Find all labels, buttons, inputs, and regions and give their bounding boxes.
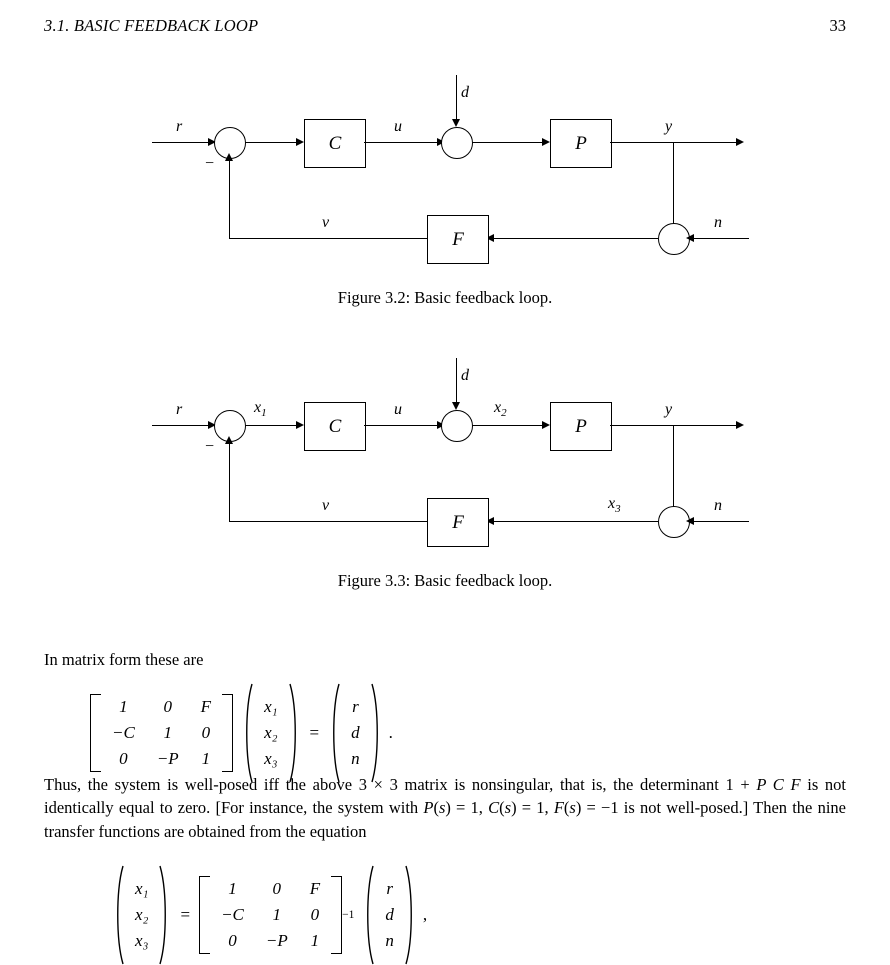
matrix-cell: 0 bbox=[228, 931, 237, 950]
block-diagram-3-3 bbox=[0, 343, 890, 558]
vector-cell: n bbox=[351, 749, 360, 768]
vector-row bbox=[253, 746, 288, 772]
label-r: r bbox=[176, 401, 183, 418]
paren-left bbox=[112, 865, 124, 965]
vector-rhs bbox=[362, 865, 417, 965]
matrix-cell: 1 bbox=[272, 905, 282, 924]
label-u: u bbox=[394, 118, 402, 135]
line-c-to-sum2 bbox=[364, 425, 441, 426]
bracket-left bbox=[199, 876, 210, 954]
matrix-cell: 0 bbox=[201, 723, 211, 742]
vector-cell: r bbox=[386, 879, 393, 898]
line-sum1-to-c bbox=[245, 425, 300, 426]
paren-left bbox=[241, 683, 253, 783]
arrowhead-d-input bbox=[452, 402, 460, 410]
paren-left bbox=[328, 683, 340, 783]
vector-row bbox=[124, 876, 159, 902]
matrix-cell: F bbox=[309, 879, 321, 898]
label-minus-1: − bbox=[205, 438, 215, 455]
matrix-cell: −P bbox=[265, 931, 288, 950]
line-feedback-up bbox=[229, 158, 230, 238]
line-d-input bbox=[456, 75, 457, 123]
line-p-output bbox=[610, 425, 742, 426]
bracket-left bbox=[90, 694, 101, 772]
vector-row bbox=[124, 928, 159, 954]
matrix-row bbox=[101, 694, 222, 720]
vector-row bbox=[124, 902, 159, 928]
vector-x bbox=[112, 865, 171, 965]
matrix-table bbox=[210, 876, 331, 954]
label-y: y bbox=[665, 401, 673, 418]
line-sum2-to-p bbox=[472, 142, 545, 143]
line-c-to-sum2 bbox=[364, 142, 441, 143]
label-u: u bbox=[394, 401, 402, 418]
vector-row bbox=[340, 746, 371, 772]
vector-table bbox=[253, 694, 288, 772]
page-number: 33 bbox=[829, 16, 846, 35]
figure-caption-3-2: Figure 3.2: Basic feedback loop. bbox=[337, 288, 553, 307]
matrix-row bbox=[210, 876, 331, 902]
equation-trailing-punctuation: . bbox=[388, 723, 393, 742]
block-c: C bbox=[304, 402, 366, 451]
matrix-cell: 1 bbox=[310, 931, 320, 950]
line-p-output bbox=[610, 142, 742, 143]
vector-cell: x₁ bbox=[264, 697, 278, 716]
block-p: P bbox=[550, 402, 612, 451]
label-n: n bbox=[714, 497, 722, 514]
matrix-cell: 0 bbox=[310, 905, 320, 924]
matrix-inverse-exponent: −1 bbox=[342, 909, 355, 921]
arrowhead-feedback-up bbox=[225, 436, 233, 444]
matrix-cell: 1 bbox=[201, 749, 211, 768]
bracket-right bbox=[222, 694, 233, 772]
line-feedback-up bbox=[229, 441, 230, 521]
vector-cell: d bbox=[385, 905, 394, 924]
arrowhead-to-c bbox=[296, 421, 304, 429]
line-y-down bbox=[673, 425, 674, 513]
line-d-input bbox=[456, 358, 457, 406]
label-v: v bbox=[322, 497, 330, 514]
line-sum2-to-p bbox=[472, 425, 545, 426]
equation-trailing-punctuation: , bbox=[422, 905, 428, 924]
paren-right bbox=[159, 865, 171, 965]
equals-sign: = bbox=[180, 905, 191, 924]
vector-cell: n bbox=[385, 931, 394, 950]
matrix-cell: −C bbox=[112, 723, 135, 742]
label-d: d bbox=[461, 367, 469, 384]
arrowhead-y-output bbox=[736, 138, 744, 146]
matrix-coefficients bbox=[90, 694, 233, 772]
arrowhead-n-input bbox=[686, 234, 694, 242]
matrix-cell: 0 bbox=[272, 879, 282, 898]
matrix-table bbox=[101, 694, 222, 772]
line-y-down bbox=[673, 142, 674, 230]
matrix-cell: F bbox=[200, 697, 212, 716]
arrowhead-feedback-up bbox=[225, 153, 233, 161]
line-sum3-to-f bbox=[489, 238, 658, 239]
intro-text: In matrix form these are bbox=[44, 650, 204, 669]
vector-table bbox=[124, 876, 159, 954]
vector-x bbox=[241, 683, 300, 783]
label-minus-1: − bbox=[205, 155, 215, 172]
label-x1: $x_1$ bbox=[254, 399, 267, 420]
matrix-coefficients bbox=[199, 876, 354, 954]
arrowhead-to-p bbox=[542, 138, 550, 146]
paren-right bbox=[405, 865, 417, 965]
block-p: P bbox=[550, 119, 612, 168]
sum-node-2 bbox=[441, 410, 473, 442]
vector-row bbox=[340, 720, 371, 746]
vector-cell: r bbox=[352, 697, 359, 716]
matrix-row bbox=[101, 720, 222, 746]
section-title: 3.1. BASIC FEEDBACK LOOP bbox=[44, 16, 259, 35]
label-r: r bbox=[176, 118, 183, 135]
arrowhead-to-p bbox=[542, 421, 550, 429]
paren-right bbox=[371, 683, 383, 783]
block-c: C bbox=[304, 119, 366, 168]
vector-row bbox=[374, 902, 405, 928]
label-n: n bbox=[714, 214, 722, 231]
vector-rhs bbox=[328, 683, 383, 783]
running-head bbox=[44, 16, 846, 40]
vector-row bbox=[253, 720, 288, 746]
line-n-input bbox=[689, 521, 749, 522]
line-r-input bbox=[152, 142, 210, 143]
paren-left bbox=[362, 865, 374, 965]
figure-3-2 bbox=[0, 60, 890, 310]
matrix-cell: 0 bbox=[163, 697, 172, 716]
label-d: d bbox=[461, 84, 469, 101]
line-sum1-to-c bbox=[245, 142, 300, 143]
line-n-input bbox=[689, 238, 749, 239]
vector-cell: x₃ bbox=[264, 749, 278, 768]
figure-caption-3-3: Figure 3.3: Basic feedback loop. bbox=[337, 571, 553, 590]
body-paragraph: Thus, the system is well-posed iff the above 3 × 3 matrix is nonsingular, that is, the determinant 1 + P C F is not identically equal to zero. [For instance, the system with P(s) = 1, C(s) = 1, F(s) = −1 is not well-posed.] Then the nine transfer functions are obtained from the equation bbox=[44, 775, 846, 841]
block-f: F bbox=[427, 215, 489, 264]
line-f-to-feedback bbox=[229, 238, 427, 239]
block-f: F bbox=[427, 498, 489, 547]
vector-cell: d bbox=[351, 723, 360, 742]
vector-row bbox=[253, 694, 288, 720]
matrix-cell: 1 bbox=[163, 723, 172, 742]
sum-node-2 bbox=[441, 127, 473, 159]
line-r-input bbox=[152, 425, 210, 426]
matrix-row bbox=[210, 928, 331, 954]
line-sum3-to-f bbox=[489, 521, 658, 522]
label-y: y bbox=[665, 118, 673, 135]
line-f-to-feedback bbox=[229, 521, 427, 522]
matrix-cell: 1 bbox=[119, 697, 128, 716]
matrix-row bbox=[101, 746, 222, 772]
equals-sign: = bbox=[309, 723, 320, 742]
arrowhead-n-input bbox=[686, 517, 694, 525]
vector-cell: x₃ bbox=[135, 931, 149, 950]
matrix-row bbox=[210, 902, 331, 928]
label-v: v bbox=[322, 214, 330, 231]
figure-3-3 bbox=[0, 343, 890, 593]
vector-row bbox=[374, 928, 405, 954]
vector-cell: x₂ bbox=[135, 905, 149, 924]
vector-cell: x₂ bbox=[264, 723, 278, 742]
equation-2 bbox=[112, 865, 427, 965]
vector-table bbox=[340, 694, 371, 772]
vector-row bbox=[340, 694, 371, 720]
vector-cell: x₁ bbox=[135, 879, 149, 898]
matrix-cell: 0 bbox=[119, 749, 128, 768]
arrowhead-y-output bbox=[736, 421, 744, 429]
block-diagram-3-2 bbox=[0, 60, 890, 275]
matrix-cell: 1 bbox=[228, 879, 237, 898]
vector-table bbox=[374, 876, 405, 954]
arrowhead-d-input bbox=[452, 119, 460, 127]
bracket-right bbox=[331, 876, 342, 954]
paren-right bbox=[289, 683, 301, 783]
label-x3: $x_3$ bbox=[608, 495, 621, 516]
equation-1 bbox=[90, 683, 393, 783]
matrix-cell: −P bbox=[156, 749, 179, 768]
arrowhead-to-c bbox=[296, 138, 304, 146]
vector-row bbox=[374, 876, 405, 902]
matrix-cell: −C bbox=[221, 905, 244, 924]
label-x2: $x_2$ bbox=[494, 399, 507, 420]
